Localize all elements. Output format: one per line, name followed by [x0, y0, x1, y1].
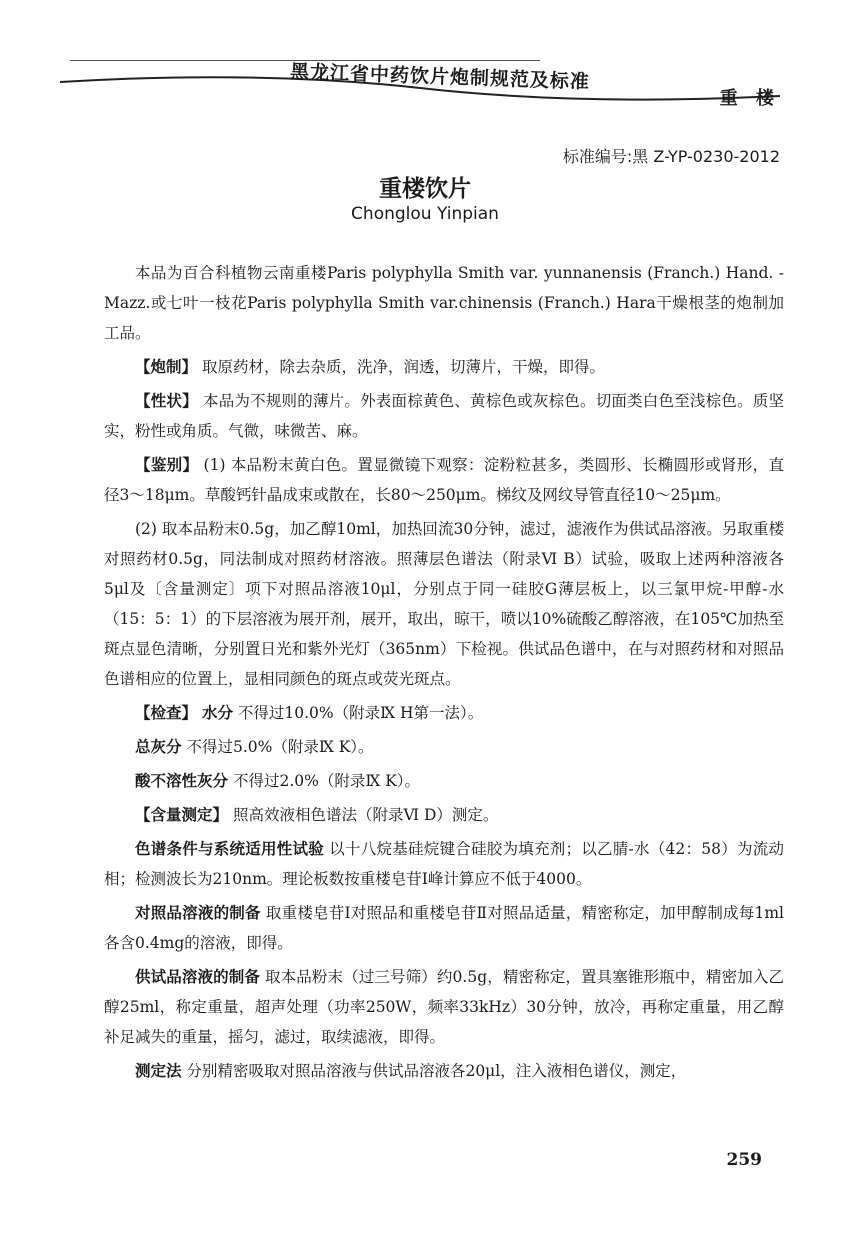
- sample-solution-label: 供试品溶液的制备: [135, 967, 260, 986]
- sample-solution-text: 取本品粉末（过三号筛）约0.5g，精密称定，置具塞锥形瓶中，精密加入乙醇25ml，称定重量，超声处理（功率250W，频率33kHz）30分钟，放冷，再称定重量，用乙醇补足减失的重量，摇匀，滤过，取续滤液，即得。: [104, 968, 784, 1046]
- water-label: 水分: [201, 703, 233, 722]
- condition-label: 色谱条件与系统适用性试验: [135, 839, 325, 858]
- jianbie-paragraph-2: (2) 取本品粉末0.5g，加乙醇10ml，加热回流30分钟，滤过，滤液作为供试品溶液。另取重楼对照药材0.5g，同法制成对照药材溶液。照薄层色谱法（附录Ⅵ B）试验，吸取上述两种溶液各5μl及〔含量测定〕项下对照品溶液10μl，分别点于同一硅胶G薄层板上，以三氯甲烷-甲醇-水（15：5：1）的下层溶液为展开剂，展开，取出，晾干，喷以10%硫酸乙醇溶液，在105℃加热至斑点显色清晰，分别置日光和紫外光灯（365nm）下检视。供试品色谱中，在与对照药材和对照品色谱相应的位置上，显相同颜色的斑点或荧光斑点。: [104, 520, 784, 688]
- header-book-title: 黑龙江省中药饮片炮制规范及标准: [289, 60, 591, 94]
- paozhi-text: 取原药材，除去杂质，洗净，润透，切薄片，干燥，即得。: [201, 358, 605, 376]
- xingzhuang-label: 【性状】: [135, 391, 198, 410]
- page-subtitle: Chonglou Yinpian: [351, 204, 499, 224]
- hanliang-paragraph: [104, 800, 784, 830]
- standard-number: 标准编号:黑 Z-YP-0230-2012: [562, 147, 780, 166]
- jianbie-label: 【鉴别】: [135, 455, 199, 474]
- page-title: 重楼饮片: [379, 176, 471, 202]
- reference-solution-label: 对照品溶液的制备: [135, 903, 261, 922]
- intro-paragraph: 本品为百合科植物云南重楼Paris polyphylla Smith var. yunnanensis (Franch.) Hand. - Mazz.或七叶一枝花Paris polyphylla Smith var.chinensis (Franch.) Hara干燥根茎的炮制加工品。: [104, 264, 784, 342]
- method-text: 分别精密吸取对照品溶液与供试品溶液各20μl，注入液相色谱仪，测定，: [186, 1062, 687, 1080]
- acid-label: 酸不溶性灰分: [135, 771, 229, 790]
- method-label: 测定法: [135, 1061, 182, 1080]
- method-paragraph: [104, 1056, 784, 1086]
- header-section-name: 重 楼: [719, 88, 780, 109]
- reference-solution-text: 取重楼皂苷Ⅰ对照品和重楼皂苷Ⅱ对照品适量，精密称定，加甲醇制成每1ml各含0.4mg的溶液，即得。: [104, 904, 784, 952]
- hanliang-text: 照高效液相色谱法（附录Ⅵ D）测定。: [232, 806, 499, 824]
- condition-text: 以十八烷基硅烷键合硅胶为填充剂；以乙腈-水（42：58）为流动相；检测波长为210nm。理论板数按重楼皂苷Ⅰ峰计算应不低于4000。: [104, 840, 784, 888]
- paozhi-label: 【炮制】: [135, 357, 198, 376]
- jiancha-label: 【检查】: [135, 703, 198, 722]
- paozhi-paragraph: [104, 352, 784, 382]
- jiancha-ash-paragraph: [104, 732, 784, 762]
- jiancha-water-paragraph: [104, 698, 784, 728]
- acid-text: 不得过2.0%（附录Ⅸ K）。: [232, 772, 421, 790]
- ash-text: 不得过5.0%（附录Ⅸ K）。: [186, 738, 374, 756]
- xingzhuang-paragraph: [104, 386, 784, 446]
- jianbie-text-1: (1) 本品粉末黄白色。置显微镜下观察：淀粉粒甚多，类圆形、长椭圆形或肾形，直径3～18μm。草酸钙针晶成束或散在，长80～250μm。梯纹及网纹导管直径10～25μm。: [104, 456, 784, 504]
- jianbie-paragraph-1: [104, 450, 784, 510]
- page-number: 259: [726, 1150, 762, 1170]
- document-body: [104, 258, 784, 1090]
- condition-paragraph: [104, 834, 784, 894]
- jiancha-acid-paragraph: [104, 766, 784, 796]
- hanliang-label: 【含量测定】: [135, 805, 229, 824]
- water-text: 不得过10.0%（附录Ⅸ H第一法）。: [237, 704, 484, 722]
- ash-label: 总灰分: [135, 737, 182, 756]
- reference-solution-paragraph: [104, 898, 784, 958]
- sample-solution-paragraph: [104, 962, 784, 1052]
- xingzhuang-text: 本品为不规则的薄片。外表面棕黄色、黄棕色或灰棕色。切面类白色至浅棕色。质坚实，粉性或角质。气微，味微苦、麻。: [104, 392, 784, 440]
